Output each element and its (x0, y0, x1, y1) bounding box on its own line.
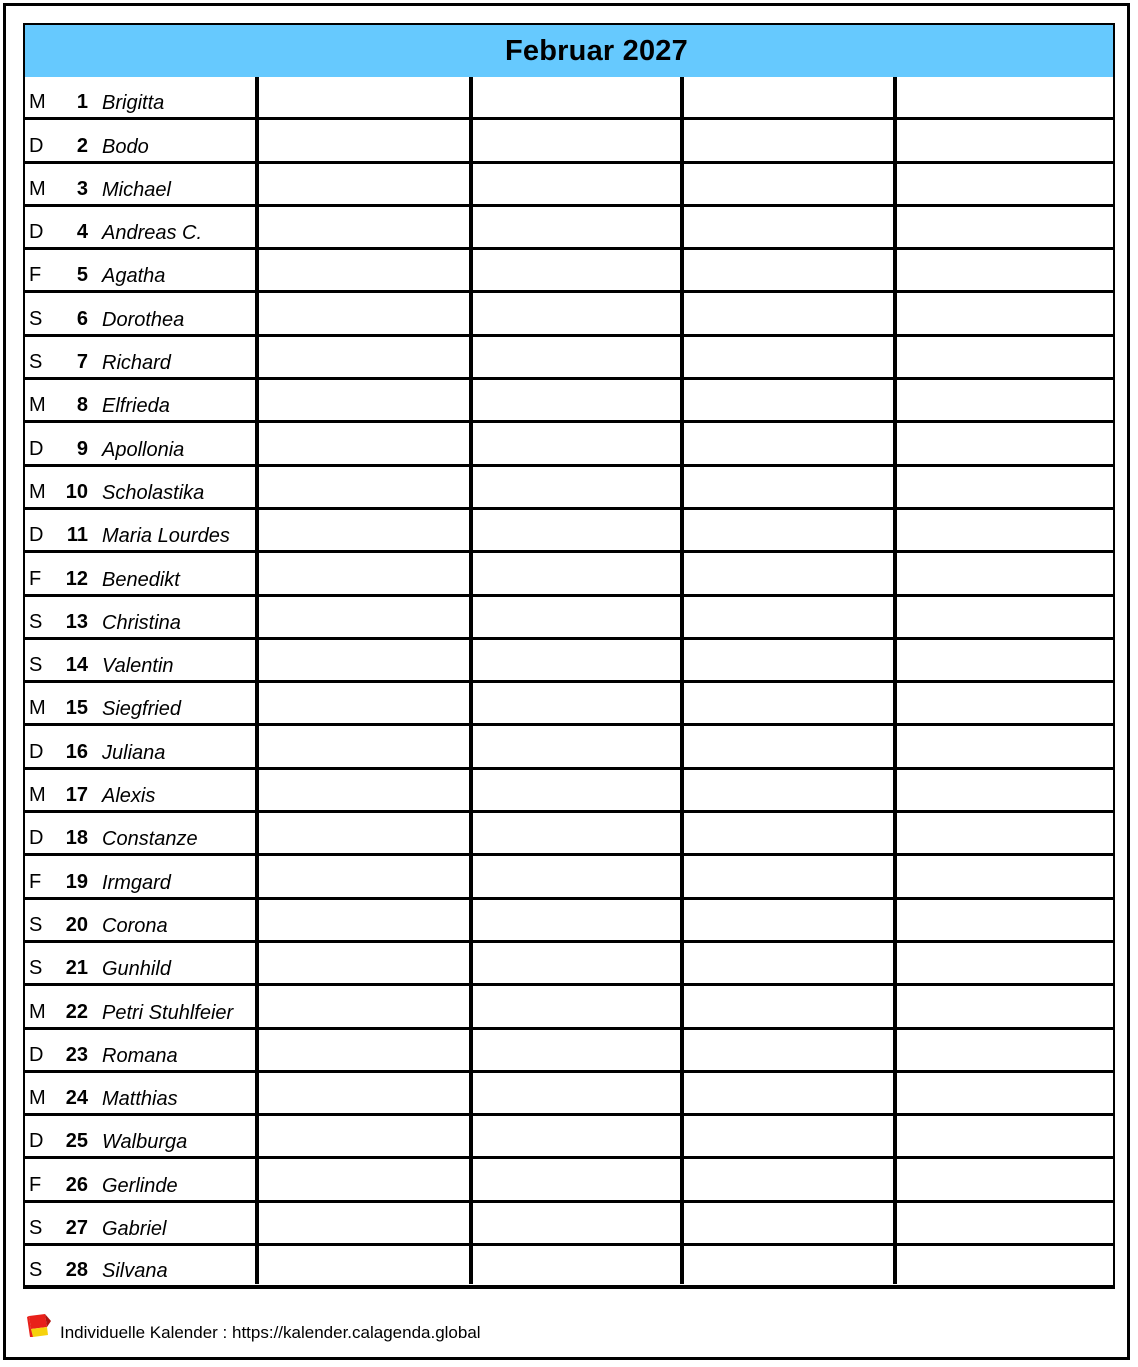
weekday-letter: M (29, 1087, 46, 1110)
weekday-letter: S (29, 913, 43, 936)
calendar-row[interactable] (25, 337, 1113, 380)
calendar-row[interactable] (25, 900, 1113, 943)
day-number: 16 (65, 740, 88, 763)
calendar-row[interactable] (25, 597, 1113, 640)
calendar-row[interactable] (25, 683, 1113, 726)
calendar-row[interactable] (25, 1116, 1113, 1159)
name-day: Walburga (102, 1131, 188, 1154)
day-number: 8 (76, 394, 88, 417)
calendar-row[interactable] (25, 770, 1113, 813)
calendar-row[interactable] (25, 1203, 1113, 1246)
calendar-row[interactable] (25, 293, 1113, 336)
weekday-letter: M (29, 1000, 46, 1023)
calendar-row[interactable] (25, 986, 1113, 1029)
column-divider (893, 77, 897, 1284)
day-number: 27 (65, 1217, 88, 1240)
name-day: Apollonia (102, 438, 185, 461)
day-number: 7 (76, 351, 88, 374)
calendar-title: Februar 2027 (505, 34, 688, 67)
weekday-letter: F (29, 1173, 42, 1196)
day-number: 5 (76, 264, 88, 287)
calendar-row[interactable] (25, 77, 1113, 120)
weekday-letter: D (29, 1130, 44, 1153)
weekday-letter: D (29, 1043, 44, 1066)
weekday-letter: S (29, 654, 43, 677)
calendar-row[interactable] (25, 640, 1113, 683)
day-rows (25, 77, 1113, 1289)
day-number: 9 (76, 437, 88, 460)
day-number: 25 (65, 1130, 88, 1153)
name-day: Gerlinde (102, 1174, 178, 1197)
weekday-letter: M (29, 784, 46, 807)
weekday-letter: M (29, 91, 46, 114)
day-number: 14 (65, 654, 88, 677)
day-number: 12 (65, 567, 88, 590)
weekday-letter: D (29, 524, 44, 547)
name-day: Corona (102, 914, 168, 937)
calendar-row[interactable] (25, 726, 1113, 769)
calendar-sheet (23, 23, 1115, 1289)
calendar-row[interactable] (25, 510, 1113, 553)
name-day: Matthias (102, 1088, 178, 1111)
weekday-letter: S (29, 1259, 43, 1282)
day-number: 21 (65, 957, 88, 980)
weekday-letter: M (29, 480, 46, 503)
day-number: 6 (76, 307, 88, 330)
footer-link-text[interactable]: Individuelle Kalender : https://kalender.calagenda.global (60, 1323, 481, 1342)
name-day: Brigitta (102, 92, 165, 115)
calendar-row[interactable] (25, 380, 1113, 423)
calendar-row[interactable] (25, 1030, 1113, 1073)
weekday-letter: S (29, 351, 43, 374)
weekday-letter: M (29, 697, 46, 720)
day-number: 20 (65, 913, 88, 936)
name-day: Dorothea (102, 308, 185, 331)
day-number: 28 (65, 1259, 88, 1282)
weekday-letter: D (29, 437, 44, 460)
weekday-letter: S (29, 610, 43, 633)
calendar-row[interactable] (25, 1159, 1113, 1202)
day-number: 15 (65, 697, 88, 720)
name-day: Valentin (102, 655, 174, 678)
calendar-row[interactable] (25, 553, 1113, 596)
name-day: Juliana (102, 741, 166, 764)
calendar-row[interactable] (25, 813, 1113, 856)
weekday-letter: D (29, 134, 44, 157)
weekday-letter: S (29, 307, 43, 330)
name-day: Richard (102, 352, 171, 375)
day-number: 13 (65, 610, 88, 633)
name-day: Michael (102, 178, 171, 201)
name-day: Christina (102, 611, 181, 634)
day-number: 26 (65, 1173, 88, 1196)
calendar-row[interactable] (25, 164, 1113, 207)
calendar-row[interactable] (25, 856, 1113, 899)
day-number: 10 (65, 480, 88, 503)
column-divider (680, 77, 684, 1284)
calendar-row[interactable] (25, 943, 1113, 986)
name-day: Agatha (102, 265, 166, 288)
day-number: 1 (76, 91, 88, 114)
column-divider (469, 77, 473, 1284)
name-day: Alexis (102, 785, 156, 808)
weekday-letter: D (29, 221, 44, 244)
column-divider (255, 77, 259, 1284)
day-number: 11 (66, 524, 88, 547)
name-day: Irmgard (102, 871, 171, 894)
day-number: 2 (76, 134, 88, 157)
day-number: 23 (65, 1043, 88, 1066)
name-day: Scholastika (102, 481, 205, 504)
calendar-row[interactable] (25, 120, 1113, 163)
name-day: Romana (102, 1044, 178, 1067)
calendar-row[interactable] (25, 207, 1113, 250)
day-number: 3 (76, 177, 88, 200)
day-number: 18 (65, 827, 88, 850)
weekday-letter: M (29, 177, 46, 200)
weekday-letter: M (29, 394, 46, 417)
name-day: Constanze (102, 828, 198, 851)
name-day: Benedikt (102, 568, 180, 591)
weekday-letter: D (29, 740, 44, 763)
day-number: 17 (65, 784, 88, 807)
day-number: 19 (65, 870, 88, 893)
day-number: 4 (76, 221, 88, 244)
calendar-row[interactable] (25, 423, 1113, 466)
calendar-row[interactable] (25, 250, 1113, 293)
calendar-row[interactable] (25, 467, 1113, 510)
name-day: Andreas C. (102, 222, 203, 245)
name-day: Gunhild (102, 958, 171, 981)
weekday-letter: S (29, 1217, 43, 1240)
name-day: Elfrieda (102, 395, 170, 418)
calendar-row[interactable] (25, 1246, 1113, 1289)
calendar-row[interactable] (25, 1073, 1113, 1116)
name-day: Siegfried (102, 698, 181, 721)
name-day: Silvana (102, 1260, 168, 1283)
calendar-logo-icon (27, 1313, 51, 1339)
name-day: Petri Stuhlfeier (102, 1001, 234, 1024)
name-day: Bodo (102, 135, 149, 158)
calendar-header (25, 25, 1113, 77)
day-number: 24 (65, 1087, 88, 1110)
name-day: Gabriel (102, 1218, 167, 1241)
weekday-letter: F (29, 264, 42, 287)
day-number: 22 (65, 1000, 88, 1023)
weekday-letter: S (29, 957, 43, 980)
weekday-letter: F (29, 567, 42, 590)
weekday-letter: F (29, 870, 42, 893)
name-day: Maria Lourdes (102, 525, 230, 548)
weekday-letter: D (29, 827, 44, 850)
